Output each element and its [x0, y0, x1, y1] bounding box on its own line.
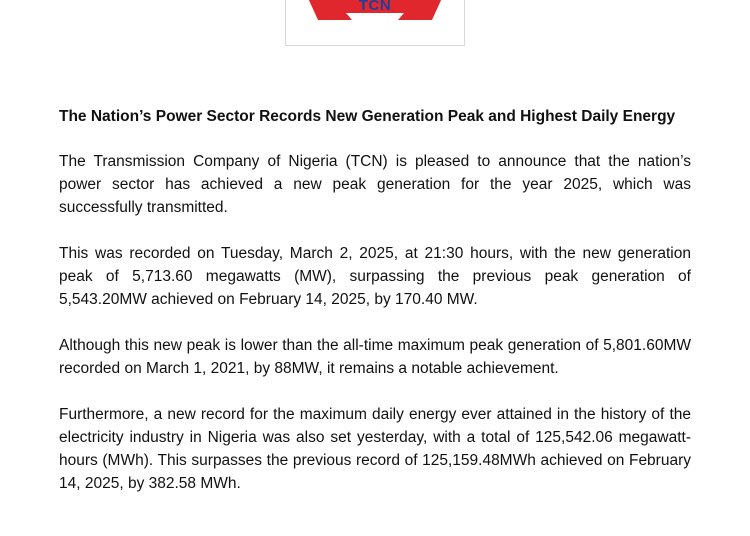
paragraph-1: The Transmission Company of Nigeria (TCN) is pleased to announce that the nation’s power sector has achieved a new peak generation for the year 2025, which was successfully transmitted.	[59, 152, 691, 216]
logo-text: TCN	[358, 0, 392, 14]
logo	[285, 0, 465, 46]
document	[59, 106, 691, 518]
paragraph-2: This was recorded on Tuesday, March 2, 2025, at 21:30 hours, with the new generation peak of 5,713.60 megawatts (MW), surpassing the previous peak generation of 5,543.20MW achieved on February 14, 2025, by 170.40 MW.	[59, 244, 691, 308]
paragraph-4: Furthermore, a new record for the maximum daily energy ever attained in the history of the electricity industry in Nigeria was also set yesterday, with a total of 125,542.06 megawatt-hours (MWh). This surpasses the previous record of 125,159.48MWh achieved on February 14, 2025, by 382.58 MWh.	[59, 405, 691, 492]
document-title: The Nation’s Power Sector Records New Generation Peak and Highest Daily Energy	[59, 108, 676, 125]
paragraph-3: Although this new peak is lower than the all-time maximum peak generation of 5,801.60MW recorded on March 1, 2021, by 88MW, it remains a notable achievement.	[59, 336, 691, 377]
